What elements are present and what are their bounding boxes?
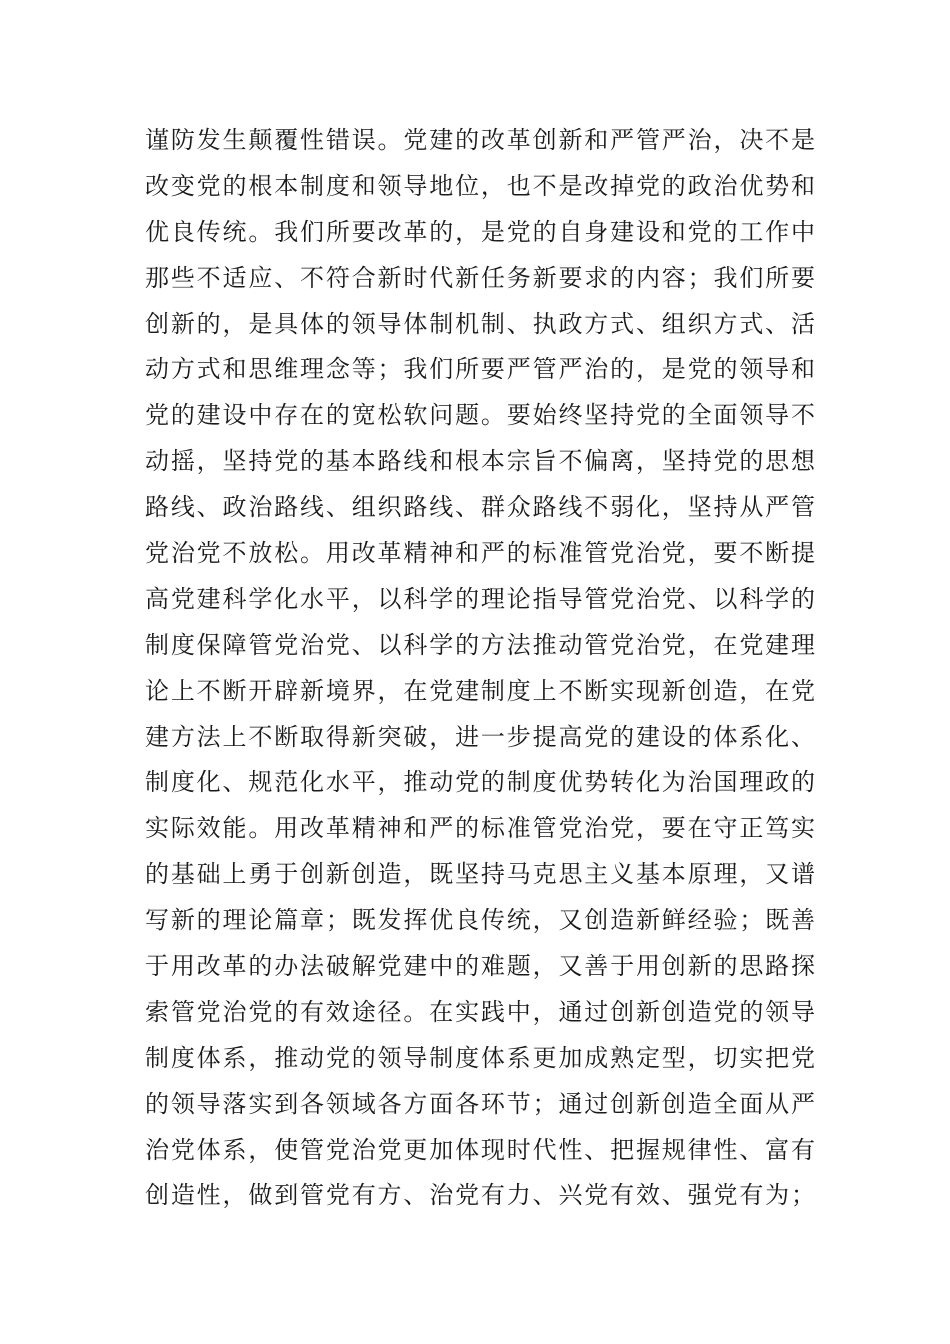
text-line: 谨防发生颠覆性错误。党建的改革创新和严管严治，决不是 — [145, 126, 815, 154]
text-line: 制度保障管党治党、以科学的方法推动管党治党，在党建理 — [145, 630, 815, 659]
text-line: 动摇，坚持党的基本路线和根本宗旨不偏离，坚持党的思想 — [145, 447, 815, 476]
text-line: 治党体系，使管党治党更加体现时代性、把握规律性、富有 — [145, 1135, 815, 1164]
text-line: 索管党治党的有效途径。在实践中，通过创新创造党的领导 — [145, 997, 815, 1026]
text-line: 创造性，做到管党有方、治党有力、兴党有效、强党有为； — [145, 1181, 815, 1210]
text-line: 建方法上不断取得新突破，进一步提高党的建设的体系化、 — [145, 722, 815, 751]
text-line: 改变党的根本制度和领导地位，也不是改掉党的政治优势和 — [145, 171, 815, 200]
text-line: 的领导落实到各领域各方面各环节；通过创新创造全面从严 — [145, 1089, 815, 1118]
text-line: 论上不断开辟新境界，在党建制度上不断实现新创造，在党 — [145, 676, 815, 705]
text-line: 制度化、规范化水平，推动党的制度优势转化为治国理政的 — [145, 768, 815, 797]
text-line: 路线、政治路线、组织路线、群众路线不弱化，坚持从严管 — [145, 493, 815, 522]
body-text — [145, 118, 815, 1219]
text-line: 那些不适应、不符合新时代新任务新要求的内容；我们所要 — [145, 263, 815, 292]
text-line: 动方式和思维理念等；我们所要严管严治的，是党的领导和 — [145, 355, 815, 384]
text-line: 优良传统。我们所要改革的，是党的自身建设和党的工作中 — [145, 217, 815, 246]
text-line: 党治党不放松。用改革精神和严的标准管党治党，要不断提 — [145, 539, 815, 568]
text-line: 写新的理论篇章；既发挥优良传统，又创造新鲜经验；既善 — [145, 906, 815, 935]
text-line: 实际效能。用改革精神和严的标准管党治党，要在守正笃实 — [145, 814, 815, 843]
text-line: 的基础上勇于创新创造，既坚持马克思主义基本原理，又谱 — [145, 860, 815, 889]
text-line: 党的建设中存在的宽松软问题。要始终坚持党的全面领导不 — [145, 401, 815, 430]
text-line: 创新的，是具体的领导体制机制、执政方式、组织方式、活 — [145, 309, 815, 338]
text-line: 高党建科学化水平，以科学的理论指导管党治党、以科学的 — [145, 584, 815, 613]
text-line: 于用改革的办法破解党建中的难题，又善于用创新的思路探 — [145, 952, 815, 981]
text-line: 制度体系，推动党的领导制度体系更加成熟定型，切实把党 — [145, 1043, 815, 1072]
